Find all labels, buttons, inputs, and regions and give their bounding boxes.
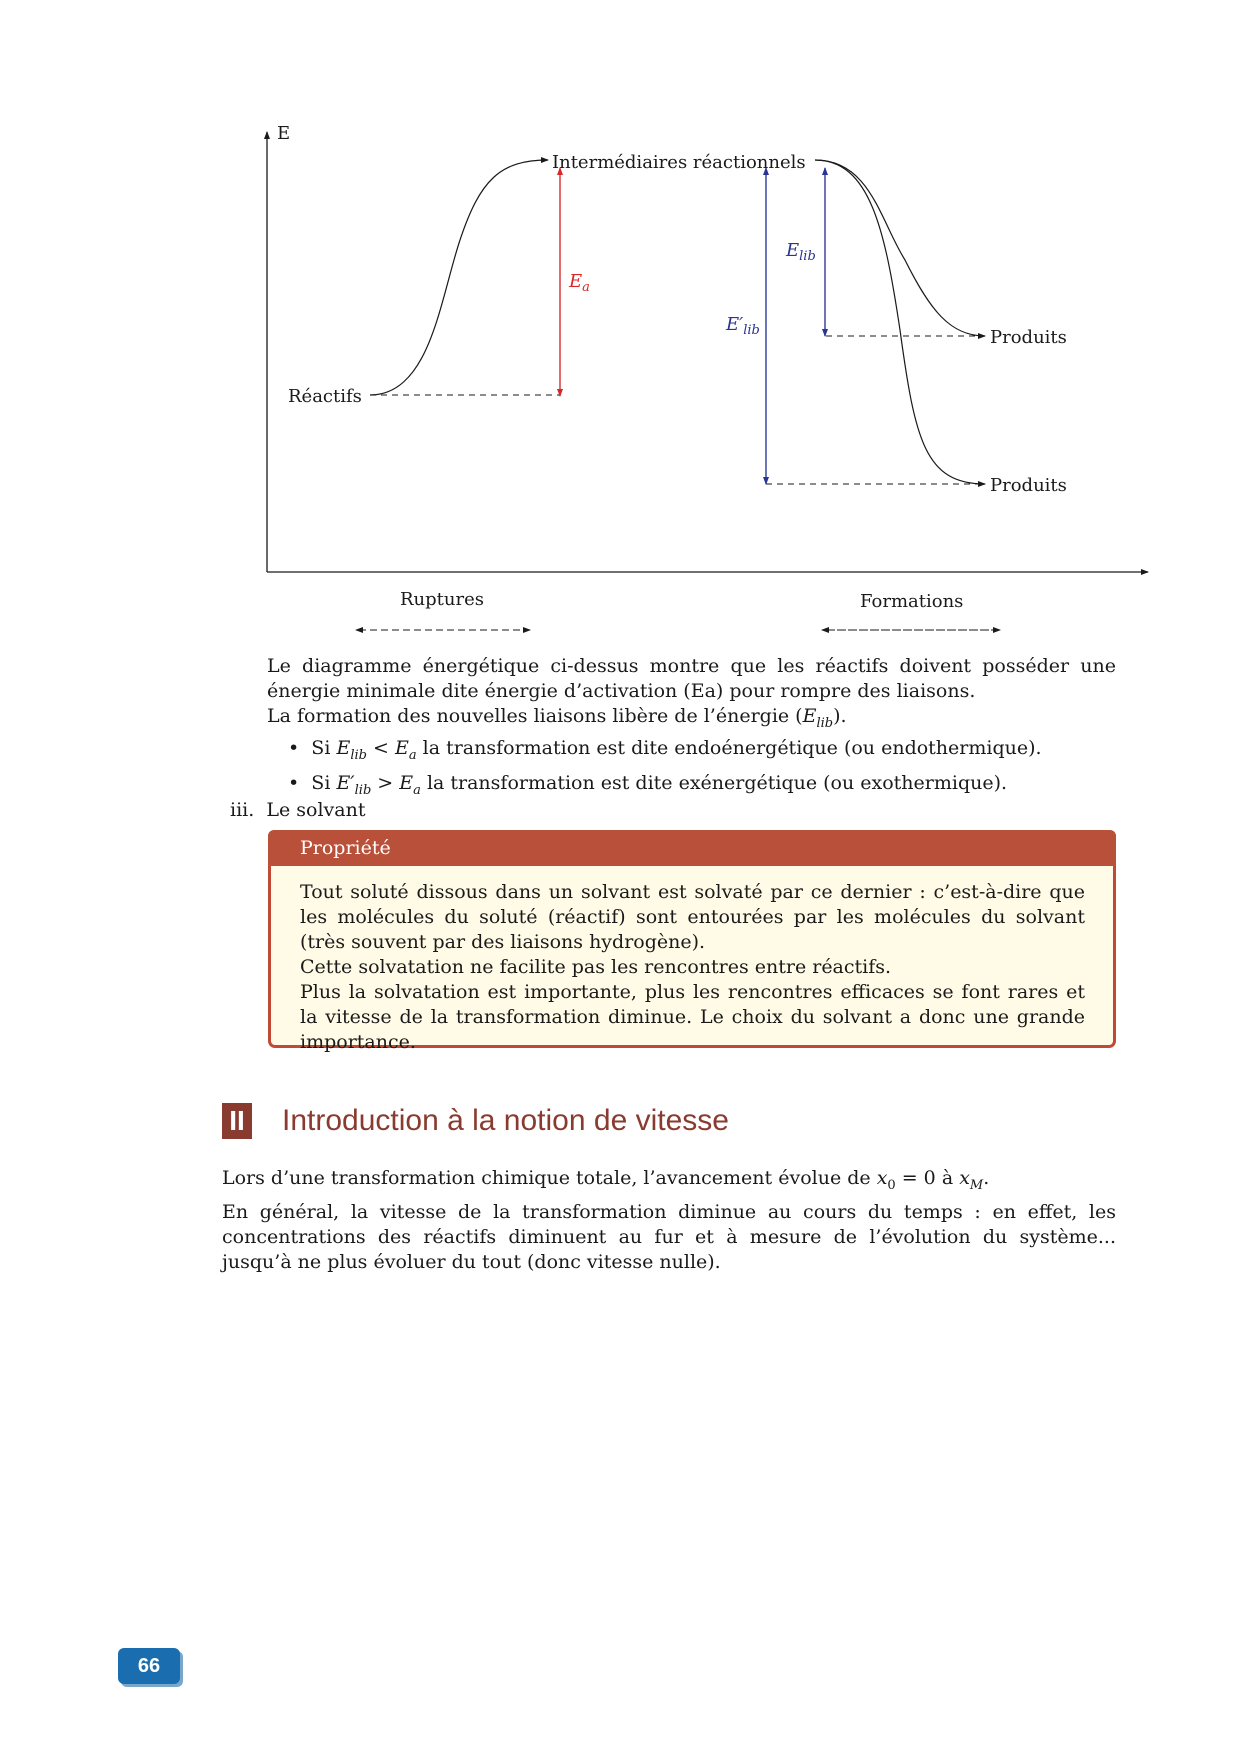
- intermediates-label: Intermédiaires réactionnels: [552, 152, 806, 173]
- elib-label: $E_{lib}$: [786, 240, 816, 264]
- section-number: II: [222, 1103, 252, 1139]
- products-label-1: Produits: [990, 327, 1067, 348]
- elib-prime-label: $E'_{lib}$: [726, 314, 760, 338]
- intro-line-1: Le diagramme énergétique ci-dessus montre que les réactifs doivent posséder une énergie minimale dite énergie d’activation (Ea) pour rompre des liaisons.: [267, 655, 1116, 702]
- formations-label: Formations: [860, 591, 964, 612]
- property-paragraph-2: Cette solvatation ne facilite pas les rencontres entre réactifs.: [300, 956, 892, 978]
- property-paragraph-3: Plus la solvatation est importante, plus les rencontres efficaces se font rares et la vitesse de la transformation diminue. Le choix du solvant a donc une grande importance.: [300, 981, 1085, 1053]
- property-paragraph-1: Tout soluté dissous dans un solvant est solvaté par ce dernier : c’est-à-dire que les molécules du soluté (réactif) sont entourées par les molécules du solvant (très souvent par des liaisons hydrogène).: [300, 881, 1085, 953]
- y-axis-label: E: [277, 123, 291, 144]
- subsection-number: iii.: [230, 799, 255, 821]
- subsection-label: Le solvant: [266, 799, 366, 821]
- intro-line-2: La formation des nouvelles liaisons libère de l’énergie $(E_{lib})$.: [267, 705, 847, 731]
- products-curve-1: [815, 160, 985, 336]
- bullet-list: [288, 736, 1118, 803]
- products-curve-2: [815, 160, 985, 484]
- activation-curve: [370, 160, 548, 395]
- subsection-heading: [230, 798, 365, 823]
- bullet-item-2: • Si $E'_{lib} > E_a$ la transformation est dite exénergétique (ou exothermique).: [288, 771, 1008, 798]
- bullet-item-1: • Si $E_{lib} < E_a$ la transformation est dite endoénergétique (ou endothermique).: [288, 737, 1042, 763]
- ea-label: $E_a$: [569, 271, 590, 295]
- section-paragraph-2: En général, la vitesse de la transformation diminue au cours du temps : en effet, les concentrations des réactifs diminuent au fur et à mesure de l’évolution du système... jusqu’à ne plus évoluer du tout (donc vitesse nulle).: [222, 1201, 1116, 1273]
- products-label-2: Produits: [990, 475, 1067, 496]
- ruptures-label: Ruptures: [400, 589, 484, 610]
- page-number: 66: [118, 1648, 180, 1684]
- reactants-label: Réactifs: [288, 386, 362, 407]
- intro-paragraph: [267, 654, 1116, 736]
- section-title: Introduction à la notion de vitesse: [282, 1104, 729, 1137]
- energy-diagram: [0, 0, 1240, 680]
- property-content: [300, 880, 1085, 1055]
- property-title: Propriété: [268, 830, 1116, 866]
- section-paragraph-1: Lors d’une transformation chimique totale, l’avancement évolue de $x_0 = 0$ à $x_M$.: [222, 1167, 990, 1193]
